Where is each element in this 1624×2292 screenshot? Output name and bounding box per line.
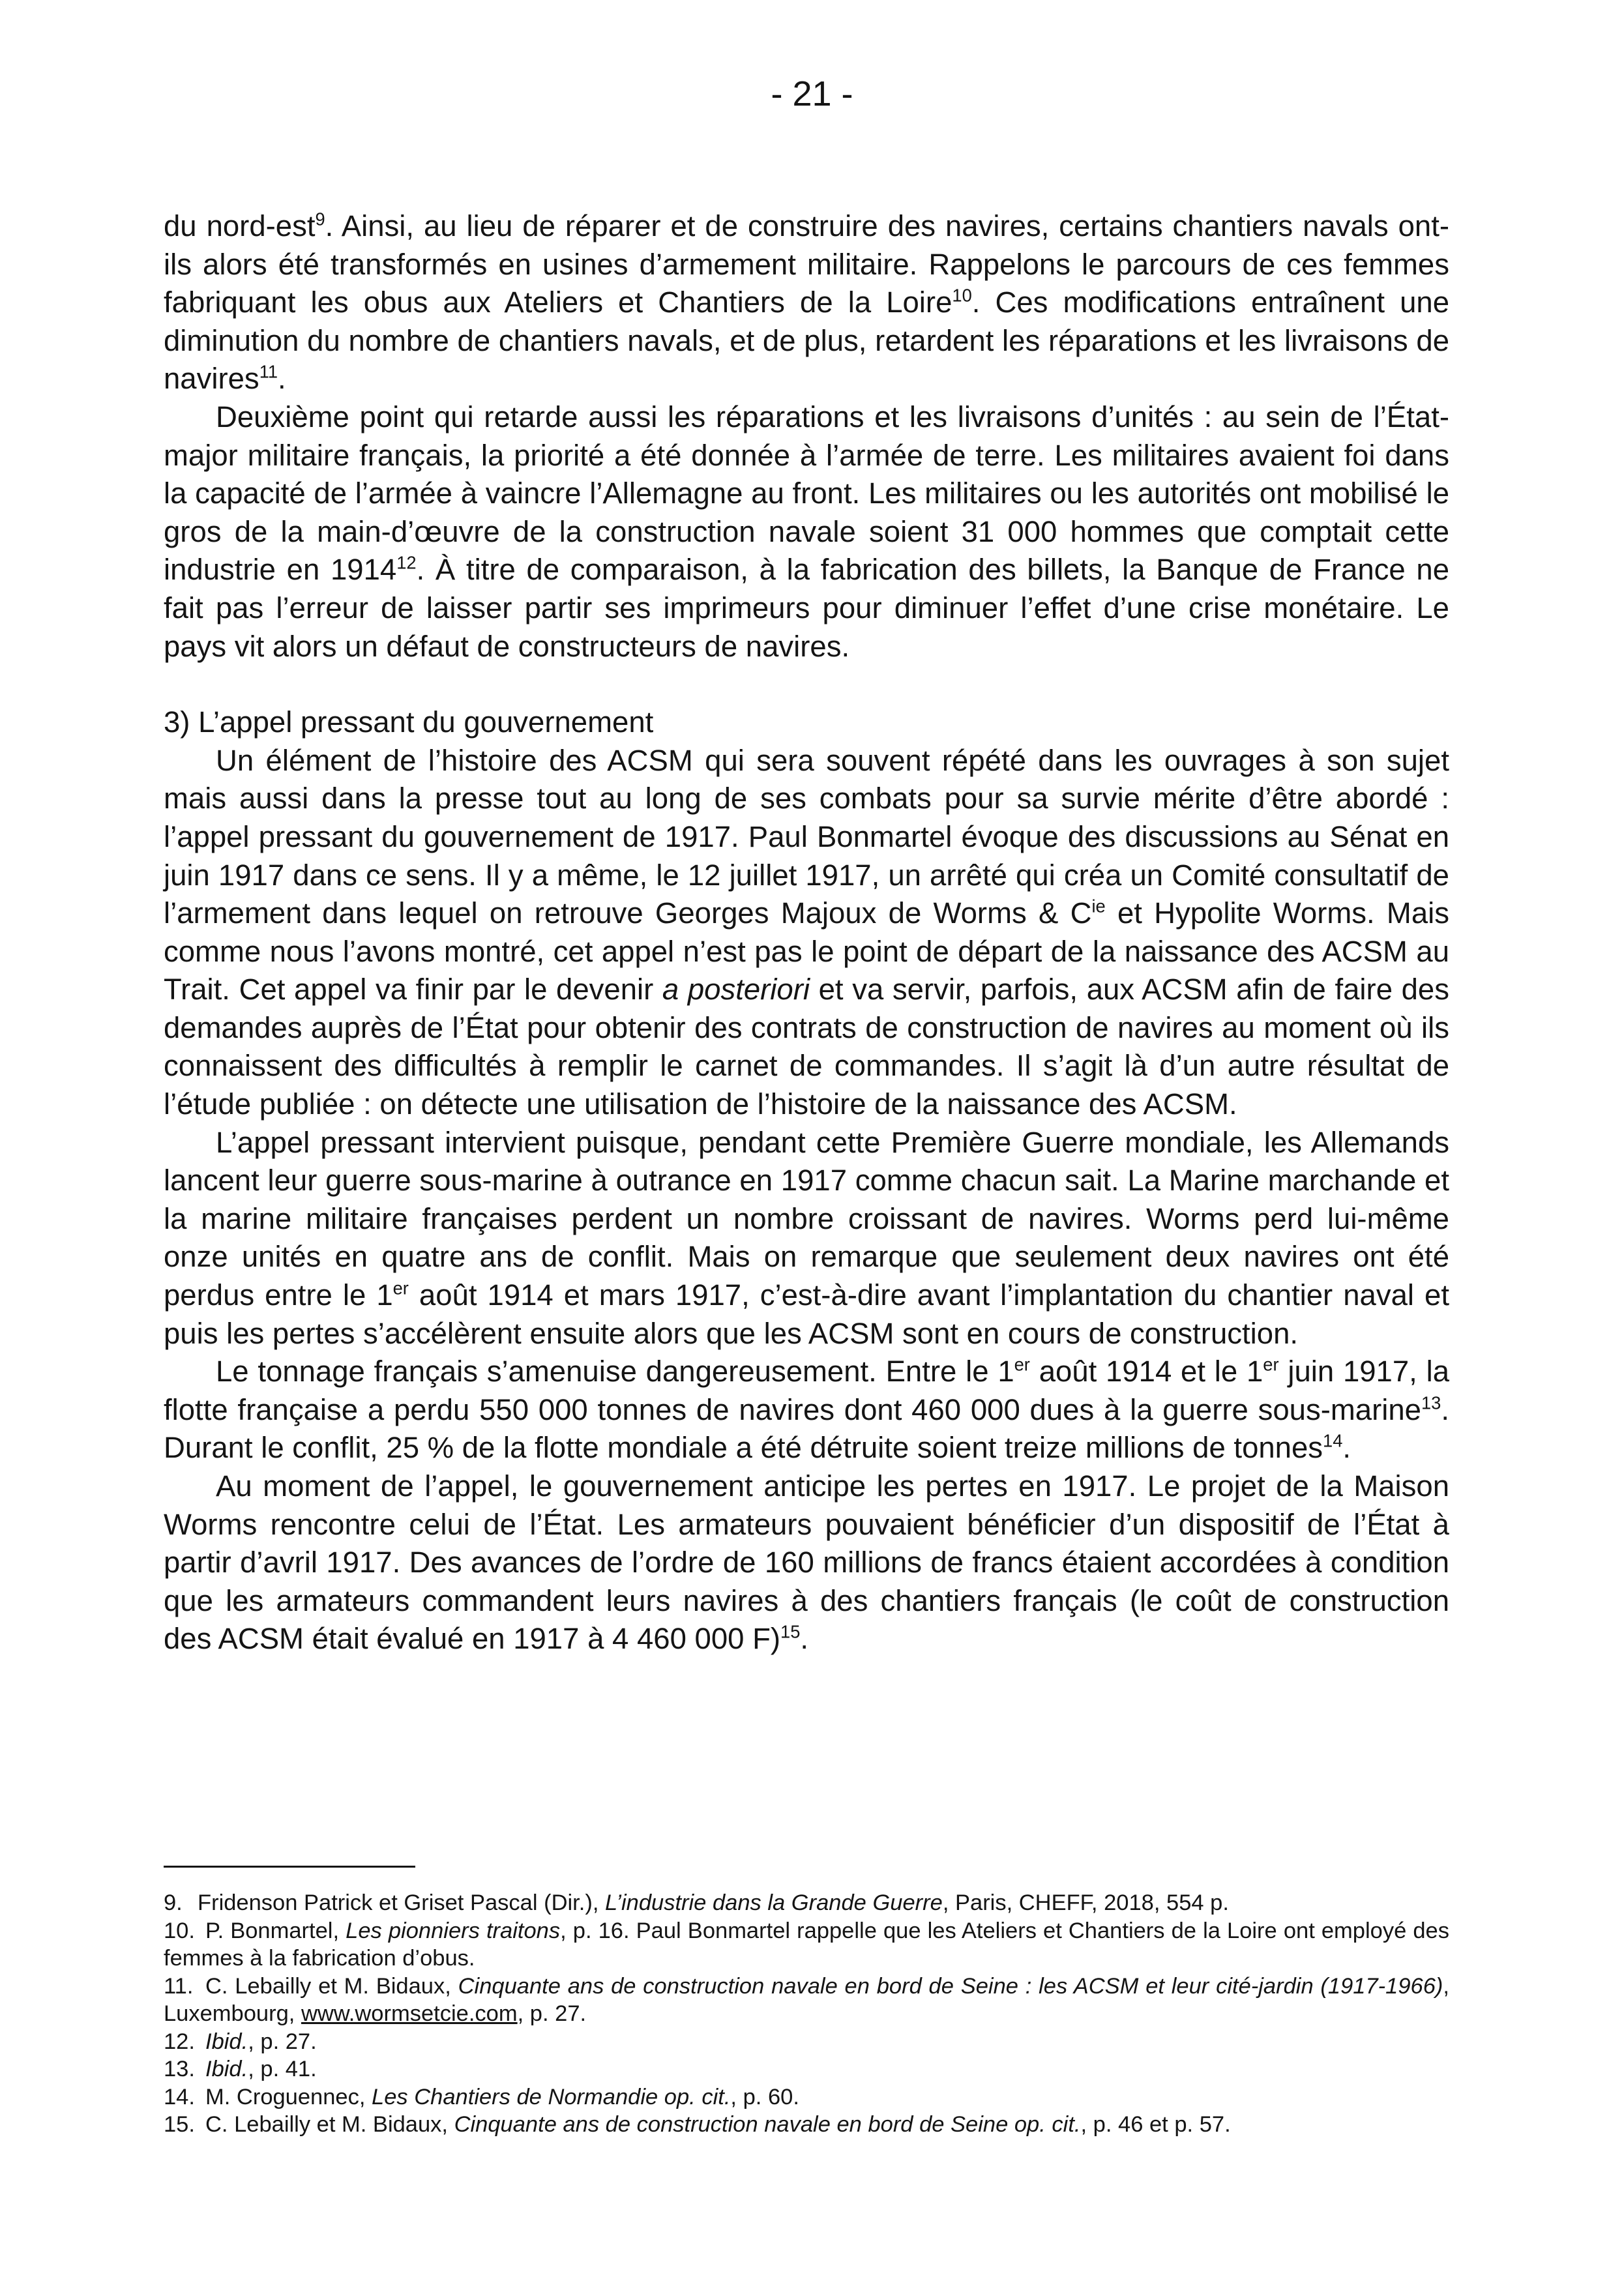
text-run: août 1914 et mars 1917, c’est-à-dire avant l’implantation du chantier naval et puis les pertes s’accélèrent ensuite alors que les ACSM sont en cours de construction. [164, 1278, 1449, 1350]
text-run: , Luxembourg, [164, 1973, 1449, 2026]
superscript-er: er [392, 1278, 409, 1299]
text-run: M. Croguennec, [205, 2084, 372, 2109]
text-run: C. Lebailly et M. Bidaux, [205, 1973, 458, 1999]
superscript-er: er [1014, 1354, 1030, 1375]
footnote-14 [164, 2083, 1449, 2111]
footnote-ref-14[interactable]: 14 [1323, 1431, 1343, 1452]
italic-a-posteriori: a posteriori [662, 973, 810, 1006]
footnote-15 [164, 2111, 1449, 2139]
text-run: P. Bonmartel, [205, 1918, 346, 1943]
text-run: . [1342, 1431, 1351, 1465]
paragraph-4 [164, 1124, 1449, 1353]
text-run: , p. 41. [248, 2057, 317, 2081]
superscript-er: er [1263, 1354, 1279, 1375]
text-run: , p. 16. Paul Bonmartel rappelle que les Ateliers et Chantiers de la Loire ont employé des femmes à la fabrication d’obus. [164, 1918, 1449, 1971]
text-run: C. Lebailly et M. Bidaux, [205, 2112, 454, 2137]
paragraph-2 [164, 398, 1449, 666]
text-run: et va servir, parfois, aux ACSM afin de faire des demandes auprès de l’État pour obtenir des contrats de construction de navires au moment où ils connaissent des difficultés à remplir le carnet de commandes. Il s’agit là d’un autre résultat de l’étude publiée : on détecte une utilisation de l’histoire de la naissance des ACSM. [164, 973, 1449, 1121]
superscript-ie: ie [1091, 896, 1106, 917]
text-run: et Hypolite Worms. Mais comme nous l’avons montré, cet appel n’est pas le point de départ de la naissance des ACSM au Trait. Cet appel va finir par le devenir [164, 896, 1449, 1006]
text-run: , p. 27. [517, 2001, 587, 2026]
text-run: Un élément de l’histoire des ACSM qui sera souvent répété dans les ouvrages à son sujet mais aussi dans la presse tout au long de ses combats pour sa survie mérite d’être abordé : l’appel pressant du gouvernement de 1917. Paul Bonmartel évoque des discussions au Sénat en juin 1917 dans ce sens. Il y a même, le 12 juillet 1917, un arrêté qui créa un Comité consultatif de l’armement dans lequel on retrouve Georges Majoux de Worms & C [164, 743, 1449, 930]
text-run: , Paris, CHEFF, 2018, 554 p. [942, 1890, 1229, 1915]
italic-title: L’industrie dans la Grande Guerre [605, 1890, 943, 1915]
footnote-number: 11. [164, 1973, 194, 1999]
text-run: Fridenson Patrick et Griset Pascal (Dir.), [198, 1890, 606, 1915]
footnote-ref-9[interactable]: 9 [315, 209, 325, 229]
website-link[interactable]: www.wormsetcie.com [301, 2001, 518, 2026]
section-gap [164, 666, 1449, 703]
text-run: L’appel pressant intervient puisque, pendant cette Première Guerre mondiale, les Allemands lancent leur guerre sous-marine à outrance en 1917 comme chacun sait. La Marine marchande et la marine militaire françaises perdent un nombre croissant de navires. Worms perd lui-même onze unités en quatre ans de conflit. Mais on remarque que seulement deux navires ont été perdus entre le 1 [164, 1125, 1449, 1312]
footnote-number: 13. [164, 2057, 195, 2081]
footnote-10 [164, 1917, 1449, 1973]
paragraph-6 [164, 1467, 1449, 1658]
text-run: . [278, 362, 286, 396]
italic-title: Cinquante ans de construction navale en bord de Seine op. cit. [454, 2112, 1081, 2137]
footnote-ref-12[interactable]: 12 [396, 552, 417, 573]
section-heading: 3) L’appel pressant du gouvernement [164, 705, 654, 739]
footnote-ref-15[interactable]: 15 [780, 1622, 801, 1642]
footnote-ref-10[interactable]: 10 [952, 285, 972, 306]
body-text [164, 207, 1449, 1658]
text-run: , p. 60. [730, 2084, 799, 2109]
text-run: août 1914 et le 1 [1029, 1355, 1263, 1388]
footnote-number: 15. [164, 2112, 195, 2137]
page-number: - 21 - [771, 74, 853, 113]
text-run: , p. 27. [248, 2029, 317, 2054]
text-run: . [800, 1622, 809, 1656]
italic-title: Cinquante ans de construction navale en bord de Seine : les ACSM et leur cité-jardin (1917-1966) [458, 1973, 1443, 1999]
text-run: , p. 46 et p. 57. [1080, 2112, 1231, 2137]
italic-ibid: Ibid. [205, 2057, 248, 2081]
text-run: . Ainsi, au lieu de réparer et de construire des navires, certains chantiers navals ont-ils alors été transformés en usines d’armement militaire. Rappelons le parcours de ces femmes fabriquant les obus aux Ateliers et Chantiers de la Loire [164, 209, 1449, 319]
text-run: juin 1917, la flotte française a perdu 550 000 tonnes de navires dont 460 000 dues à la guerre sous-marine [164, 1355, 1449, 1426]
text-run: . Ces modifications entraînent une diminution du nombre de chantiers navals, et de plus, retardent les réparations et les livraisons de navires [164, 286, 1450, 396]
italic-title: Les pionniers traitons [346, 1918, 561, 1943]
text-run: . Durant le conflit, 25 % de la flotte mondiale a été détruite soient treize millions de tonnes [164, 1392, 1449, 1465]
text-run: Au moment de l’appel, le gouvernement anticipe les pertes en 1917. Le projet de la Maison Worms rencontre celui de l’État. Les armateurs pouvaient bénéficier d’un dispositif de l’État à partir d’avril 1917. Des avances de l’ordre de 160 millions de francs étaient accordées à condition que les armateurs commandent leurs navires à des chantiers français (le coût de construction des ACSM était évalué en 1917 à 4 460 000 F) [164, 1469, 1449, 1656]
footnote-12 [164, 2028, 1449, 2056]
paragraph-3 [164, 742, 1449, 1124]
text-run: Le tonnage français s’amenuise dangereusement. Entre le 1 [216, 1355, 1014, 1388]
footnote-number: 10. [164, 1918, 195, 1943]
footnote-ref-11[interactable]: 11 [259, 362, 278, 382]
paragraph-5 [164, 1353, 1449, 1467]
footnote-ref-13[interactable]: 13 [1421, 1392, 1441, 1413]
footnote-number: 9. [164, 1890, 183, 1915]
footnote-11 [164, 1973, 1449, 2028]
footnote-number: 12. [164, 2029, 195, 2054]
italic-title: Les Chantiers de Normandie op. cit. [372, 2084, 731, 2109]
italic-ibid: Ibid. [205, 2029, 248, 2054]
footnote-number: 14. [164, 2084, 195, 2109]
text-run: du nord-est [164, 209, 316, 242]
footnote-13 [164, 2055, 1449, 2083]
footnotes [164, 1889, 1449, 2139]
paragraph-1 [164, 207, 1449, 398]
text-run: Deuxième point qui retarde aussi les réparations et les livraisons d’unités : au sein de l’État-major militaire français, la priorité a été donnée à l’armée de terre. Les militaires avaient foi dans la capacité de l’armée à vaincre l’Allemagne au front. Les militaires ou les autorités ont mobilisé le gros de la main-d’œuvre de la construction navale soient 31 000 hommes que comptait cette industrie en 1914 [164, 400, 1449, 587]
footnote-separator [164, 1866, 415, 1868]
text-run: . À titre de comparaison, à la fabrication des billets, la Banque de France ne fait pas l’erreur de laisser partir ses imprimeurs pour diminuer l’effet d’une crise monétaire. Le pays vit alors un défaut de constructeurs de navires. [164, 553, 1449, 663]
footnote-9 [164, 1889, 1449, 1917]
